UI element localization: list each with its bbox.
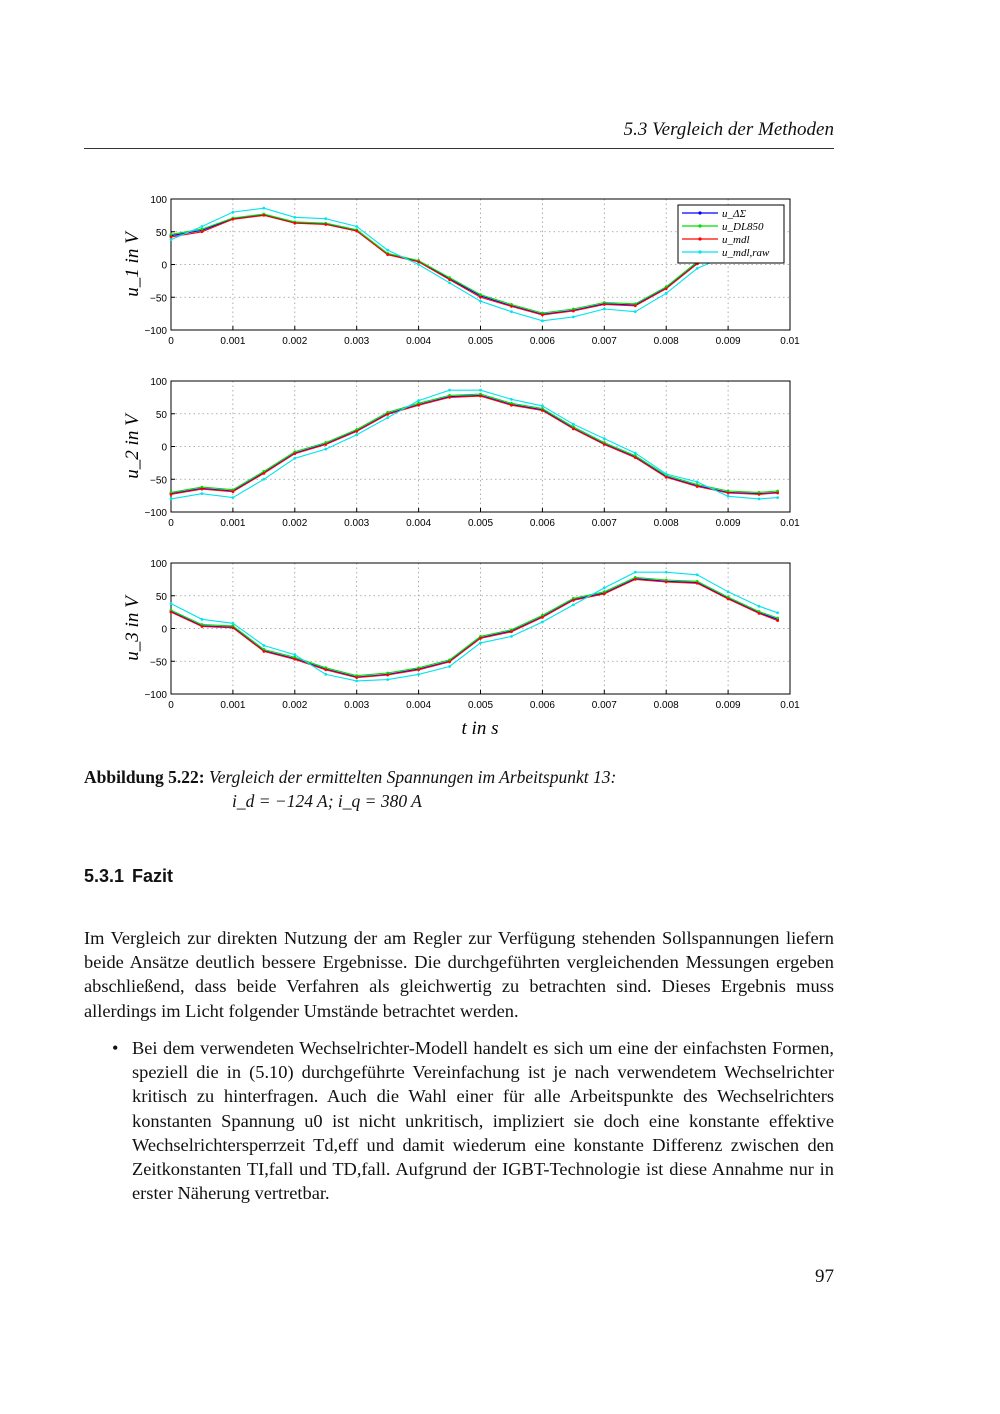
data-point bbox=[262, 472, 265, 475]
data-point bbox=[665, 476, 668, 479]
data-point bbox=[232, 218, 235, 221]
data-point bbox=[324, 448, 327, 451]
x-tick-label: 0.008 bbox=[653, 336, 679, 347]
data-point bbox=[776, 611, 779, 614]
x-tick-label: 0.002 bbox=[282, 336, 308, 347]
x-tick-label: 0 bbox=[168, 518, 174, 529]
y-axis-label: u_1 in V bbox=[122, 232, 143, 297]
data-point bbox=[448, 281, 451, 284]
data-point bbox=[510, 404, 513, 407]
data-point bbox=[541, 621, 544, 624]
data-point bbox=[603, 586, 606, 589]
data-point bbox=[634, 310, 637, 313]
data-point bbox=[293, 216, 296, 219]
x-tick-label: 0.006 bbox=[529, 336, 555, 347]
data-point bbox=[603, 592, 606, 595]
data-point bbox=[541, 616, 544, 619]
data-point bbox=[324, 443, 327, 446]
data-point bbox=[448, 278, 451, 281]
data-point bbox=[293, 457, 296, 460]
data-point bbox=[665, 292, 668, 295]
data-point bbox=[634, 456, 637, 459]
x-tick-label: 0.009 bbox=[715, 336, 741, 347]
x-tick-label: 0.006 bbox=[529, 518, 555, 529]
figure-caption bbox=[84, 765, 844, 811]
data-point bbox=[417, 399, 420, 402]
data-point bbox=[170, 236, 173, 239]
legend-label: u_ΔΣ bbox=[722, 208, 746, 220]
data-point bbox=[232, 626, 235, 629]
y-tick-label: 100 bbox=[150, 195, 167, 206]
data-point bbox=[201, 228, 204, 231]
y-tick-label: −100 bbox=[144, 690, 167, 701]
legend-marker bbox=[698, 211, 701, 214]
y-tick-label: −50 bbox=[150, 475, 167, 487]
caption-line-2: i_d = −124 A; i_q = 380 A bbox=[232, 791, 422, 811]
data-point bbox=[386, 674, 389, 677]
bullet-text: Bei dem verwendeten Wechselrichter-Modell handelt es sich um eine der einfachsten Formen, speziell die in (5.10) durchgeführte Vereinfachung ist je nach verwendetem Wechselrichter kritisch zu hinterfragen. Auch die Wahl einer für alle Arbeitspunkte des Wechselrichters konstanten Spannung u0 ist nicht unkritisch, impliziert sie doch eine konstante effektive Wechselrichtersperrzeit Td,eff und damit wiederum eine konstante Differenz zwischen den Zeitkonstanten TI,fall und TD,fall. Aufgrund der IGBT-Technologie ist diese Annahme nur in erster Näherung vertretbar. bbox=[132, 1038, 834, 1204]
y-tick-label: −100 bbox=[144, 326, 167, 337]
data-point bbox=[386, 416, 389, 419]
x-tick-label: 0.01 bbox=[780, 518, 800, 529]
data-point bbox=[479, 642, 482, 645]
data-point bbox=[665, 571, 668, 574]
data-point bbox=[603, 308, 606, 311]
x-tick-label: 0.001 bbox=[220, 700, 246, 711]
x-tick-label: 0.003 bbox=[344, 518, 370, 529]
y-tick-label: 50 bbox=[155, 591, 167, 603]
data-point bbox=[727, 495, 730, 498]
data-point bbox=[479, 293, 482, 296]
data-point bbox=[510, 630, 513, 633]
data-point bbox=[776, 619, 779, 622]
data-point bbox=[355, 225, 358, 228]
data-point bbox=[510, 635, 513, 638]
data-point bbox=[665, 581, 668, 584]
data-point bbox=[758, 493, 761, 496]
data-point bbox=[293, 658, 296, 661]
x-tick-label: 0.005 bbox=[467, 336, 494, 347]
x-tick-label: 0.009 bbox=[715, 518, 741, 529]
y-tick-label: −50 bbox=[150, 657, 167, 669]
data-point bbox=[572, 423, 575, 426]
data-point bbox=[758, 498, 761, 501]
plot-area bbox=[171, 381, 790, 512]
y-tick-label: −100 bbox=[144, 508, 167, 519]
data-point bbox=[170, 233, 173, 236]
data-point bbox=[510, 305, 513, 308]
data-point bbox=[665, 473, 668, 476]
data-point bbox=[232, 496, 235, 499]
data-point bbox=[262, 644, 265, 647]
y-tick-label: 100 bbox=[150, 377, 167, 388]
data-point bbox=[355, 230, 358, 233]
x-tick-label: 0 bbox=[168, 700, 174, 711]
data-point bbox=[634, 452, 637, 455]
data-point bbox=[572, 604, 575, 607]
data-point bbox=[355, 680, 358, 683]
data-point bbox=[232, 490, 235, 493]
data-point bbox=[262, 650, 265, 653]
x-tick-label: 0.006 bbox=[529, 700, 555, 711]
body-paragraph: Im Vergleich zur direkten Nutzung der am Regler zur Verfügung stehenden Sollspannungen liefern beide Ansätze deutlich bessere Ergebnisse. Die durchgeführten vergleichenden Messungen ergeben abschließend, dass beide Verfahren als gleichwertig zu betrachten sind. Dieses Ergebnis muss allerdings im Licht folgender Umstände betrachtet werden. bbox=[84, 928, 834, 1021]
legend-marker bbox=[698, 224, 701, 227]
y-tick-label: 50 bbox=[155, 409, 167, 421]
data-point bbox=[324, 668, 327, 671]
data-point bbox=[479, 389, 482, 392]
data-point bbox=[170, 602, 173, 605]
data-point bbox=[386, 678, 389, 681]
bullet-symbol: • bbox=[112, 1038, 119, 1058]
x-tick-label: 0.007 bbox=[591, 336, 617, 347]
data-point bbox=[355, 676, 358, 679]
data-point bbox=[417, 404, 420, 407]
data-point bbox=[201, 492, 204, 495]
x-tick-label: 0.004 bbox=[406, 518, 432, 529]
x-tick-label: 0.001 bbox=[220, 518, 246, 529]
section-heading bbox=[84, 866, 173, 887]
data-point bbox=[232, 211, 235, 214]
x-axis-label: t in s bbox=[461, 718, 499, 739]
data-point bbox=[572, 599, 575, 602]
data-point bbox=[510, 398, 513, 401]
y-tick-label: 100 bbox=[150, 559, 167, 570]
data-point bbox=[293, 452, 296, 455]
section-title: Fazit bbox=[132, 866, 174, 886]
data-point bbox=[479, 300, 482, 303]
data-point bbox=[201, 488, 204, 491]
data-point bbox=[417, 263, 420, 266]
data-point bbox=[727, 590, 730, 593]
legend-label: u_mdl,raw bbox=[722, 247, 770, 259]
data-point bbox=[293, 653, 296, 656]
x-tick-label: 0.007 bbox=[591, 518, 617, 529]
data-point bbox=[448, 396, 451, 399]
data-point bbox=[448, 665, 451, 668]
data-point bbox=[696, 573, 699, 576]
x-tick-label: 0.002 bbox=[282, 700, 308, 711]
data-point bbox=[479, 637, 482, 640]
data-point bbox=[262, 214, 265, 217]
caption-line-1: Vergleich der ermittelten Spannungen im Arbeitspunkt 13: bbox=[208, 767, 617, 787]
data-point bbox=[479, 296, 482, 299]
data-point bbox=[293, 222, 296, 225]
data-point bbox=[727, 598, 730, 601]
data-point bbox=[634, 578, 637, 581]
data-point bbox=[603, 303, 606, 306]
legend-marker bbox=[698, 237, 701, 240]
data-point bbox=[448, 389, 451, 392]
x-tick-label: 0.008 bbox=[653, 700, 679, 711]
y-axis-label: u_3 in V bbox=[122, 596, 143, 661]
data-point bbox=[696, 485, 699, 488]
data-point bbox=[170, 611, 173, 614]
data-point bbox=[510, 310, 513, 313]
x-tick-label: 0.007 bbox=[591, 700, 617, 711]
data-point bbox=[170, 498, 173, 501]
x-tick-label: 0.005 bbox=[467, 700, 494, 711]
data-point bbox=[541, 314, 544, 317]
data-point bbox=[262, 207, 265, 210]
running-title: 5.3 Vergleich der Methoden bbox=[623, 119, 834, 140]
data-point bbox=[355, 430, 358, 433]
data-point bbox=[417, 260, 420, 263]
data-point bbox=[262, 478, 265, 481]
data-point bbox=[541, 409, 544, 412]
data-point bbox=[758, 605, 761, 608]
data-point bbox=[324, 223, 327, 226]
data-point bbox=[572, 316, 575, 319]
y-tick-label: 50 bbox=[155, 227, 167, 239]
data-point bbox=[386, 413, 389, 416]
data-point bbox=[696, 582, 699, 585]
legend-label: u_DL850 bbox=[722, 221, 764, 233]
page-number: 97 bbox=[815, 1266, 834, 1287]
x-tick-label: 0.005 bbox=[467, 518, 494, 529]
data-point bbox=[634, 571, 637, 574]
x-tick-label: 0.004 bbox=[406, 700, 432, 711]
data-point bbox=[696, 267, 699, 270]
data-point bbox=[634, 304, 637, 307]
y-tick-label: −50 bbox=[150, 293, 167, 305]
data-point bbox=[417, 673, 420, 676]
x-tick-label: 0.01 bbox=[780, 336, 800, 347]
data-point bbox=[355, 433, 358, 436]
caption-label: Abbildung 5.22: bbox=[84, 767, 205, 787]
data-point bbox=[201, 225, 204, 228]
data-point bbox=[541, 319, 544, 322]
data-point bbox=[448, 661, 451, 664]
x-tick-label: 0.008 bbox=[653, 518, 679, 529]
x-tick-label: 0.003 bbox=[344, 336, 370, 347]
y-tick-label: 0 bbox=[161, 442, 167, 454]
data-point bbox=[201, 618, 204, 621]
x-tick-label: 0.003 bbox=[344, 700, 370, 711]
x-tick-label: 0 bbox=[168, 336, 174, 347]
x-tick-label: 0.002 bbox=[282, 518, 308, 529]
data-point bbox=[776, 496, 779, 499]
x-tick-label: 0.01 bbox=[780, 700, 800, 711]
legend-label: u_mdl bbox=[722, 234, 750, 246]
y-tick-label: 0 bbox=[161, 624, 167, 636]
data-point bbox=[386, 253, 389, 256]
section-number: 5.3.1 bbox=[84, 866, 125, 886]
data-point bbox=[324, 673, 327, 676]
data-point bbox=[572, 310, 575, 313]
y-tick-label: 0 bbox=[161, 260, 167, 272]
x-tick-label: 0.004 bbox=[406, 336, 432, 347]
data-point bbox=[603, 443, 606, 446]
x-tick-label: 0.009 bbox=[715, 700, 741, 711]
data-point bbox=[696, 480, 699, 483]
legend-marker bbox=[698, 250, 701, 253]
data-point bbox=[201, 230, 204, 233]
x-tick-label: 0.001 bbox=[220, 336, 246, 347]
data-point bbox=[572, 427, 575, 430]
data-point bbox=[232, 622, 235, 625]
data-point bbox=[758, 612, 761, 615]
data-point bbox=[541, 404, 544, 407]
data-point bbox=[727, 492, 730, 495]
data-point bbox=[479, 395, 482, 398]
data-point bbox=[665, 287, 668, 290]
data-point bbox=[417, 668, 420, 671]
data-point bbox=[324, 217, 327, 220]
data-point bbox=[201, 625, 204, 628]
y-axis-label: u_2 in V bbox=[122, 414, 143, 479]
data-point bbox=[603, 437, 606, 440]
data-point bbox=[170, 238, 173, 241]
data-point bbox=[776, 617, 779, 620]
data-point bbox=[170, 493, 173, 496]
data-point bbox=[776, 492, 779, 495]
data-point bbox=[386, 249, 389, 252]
